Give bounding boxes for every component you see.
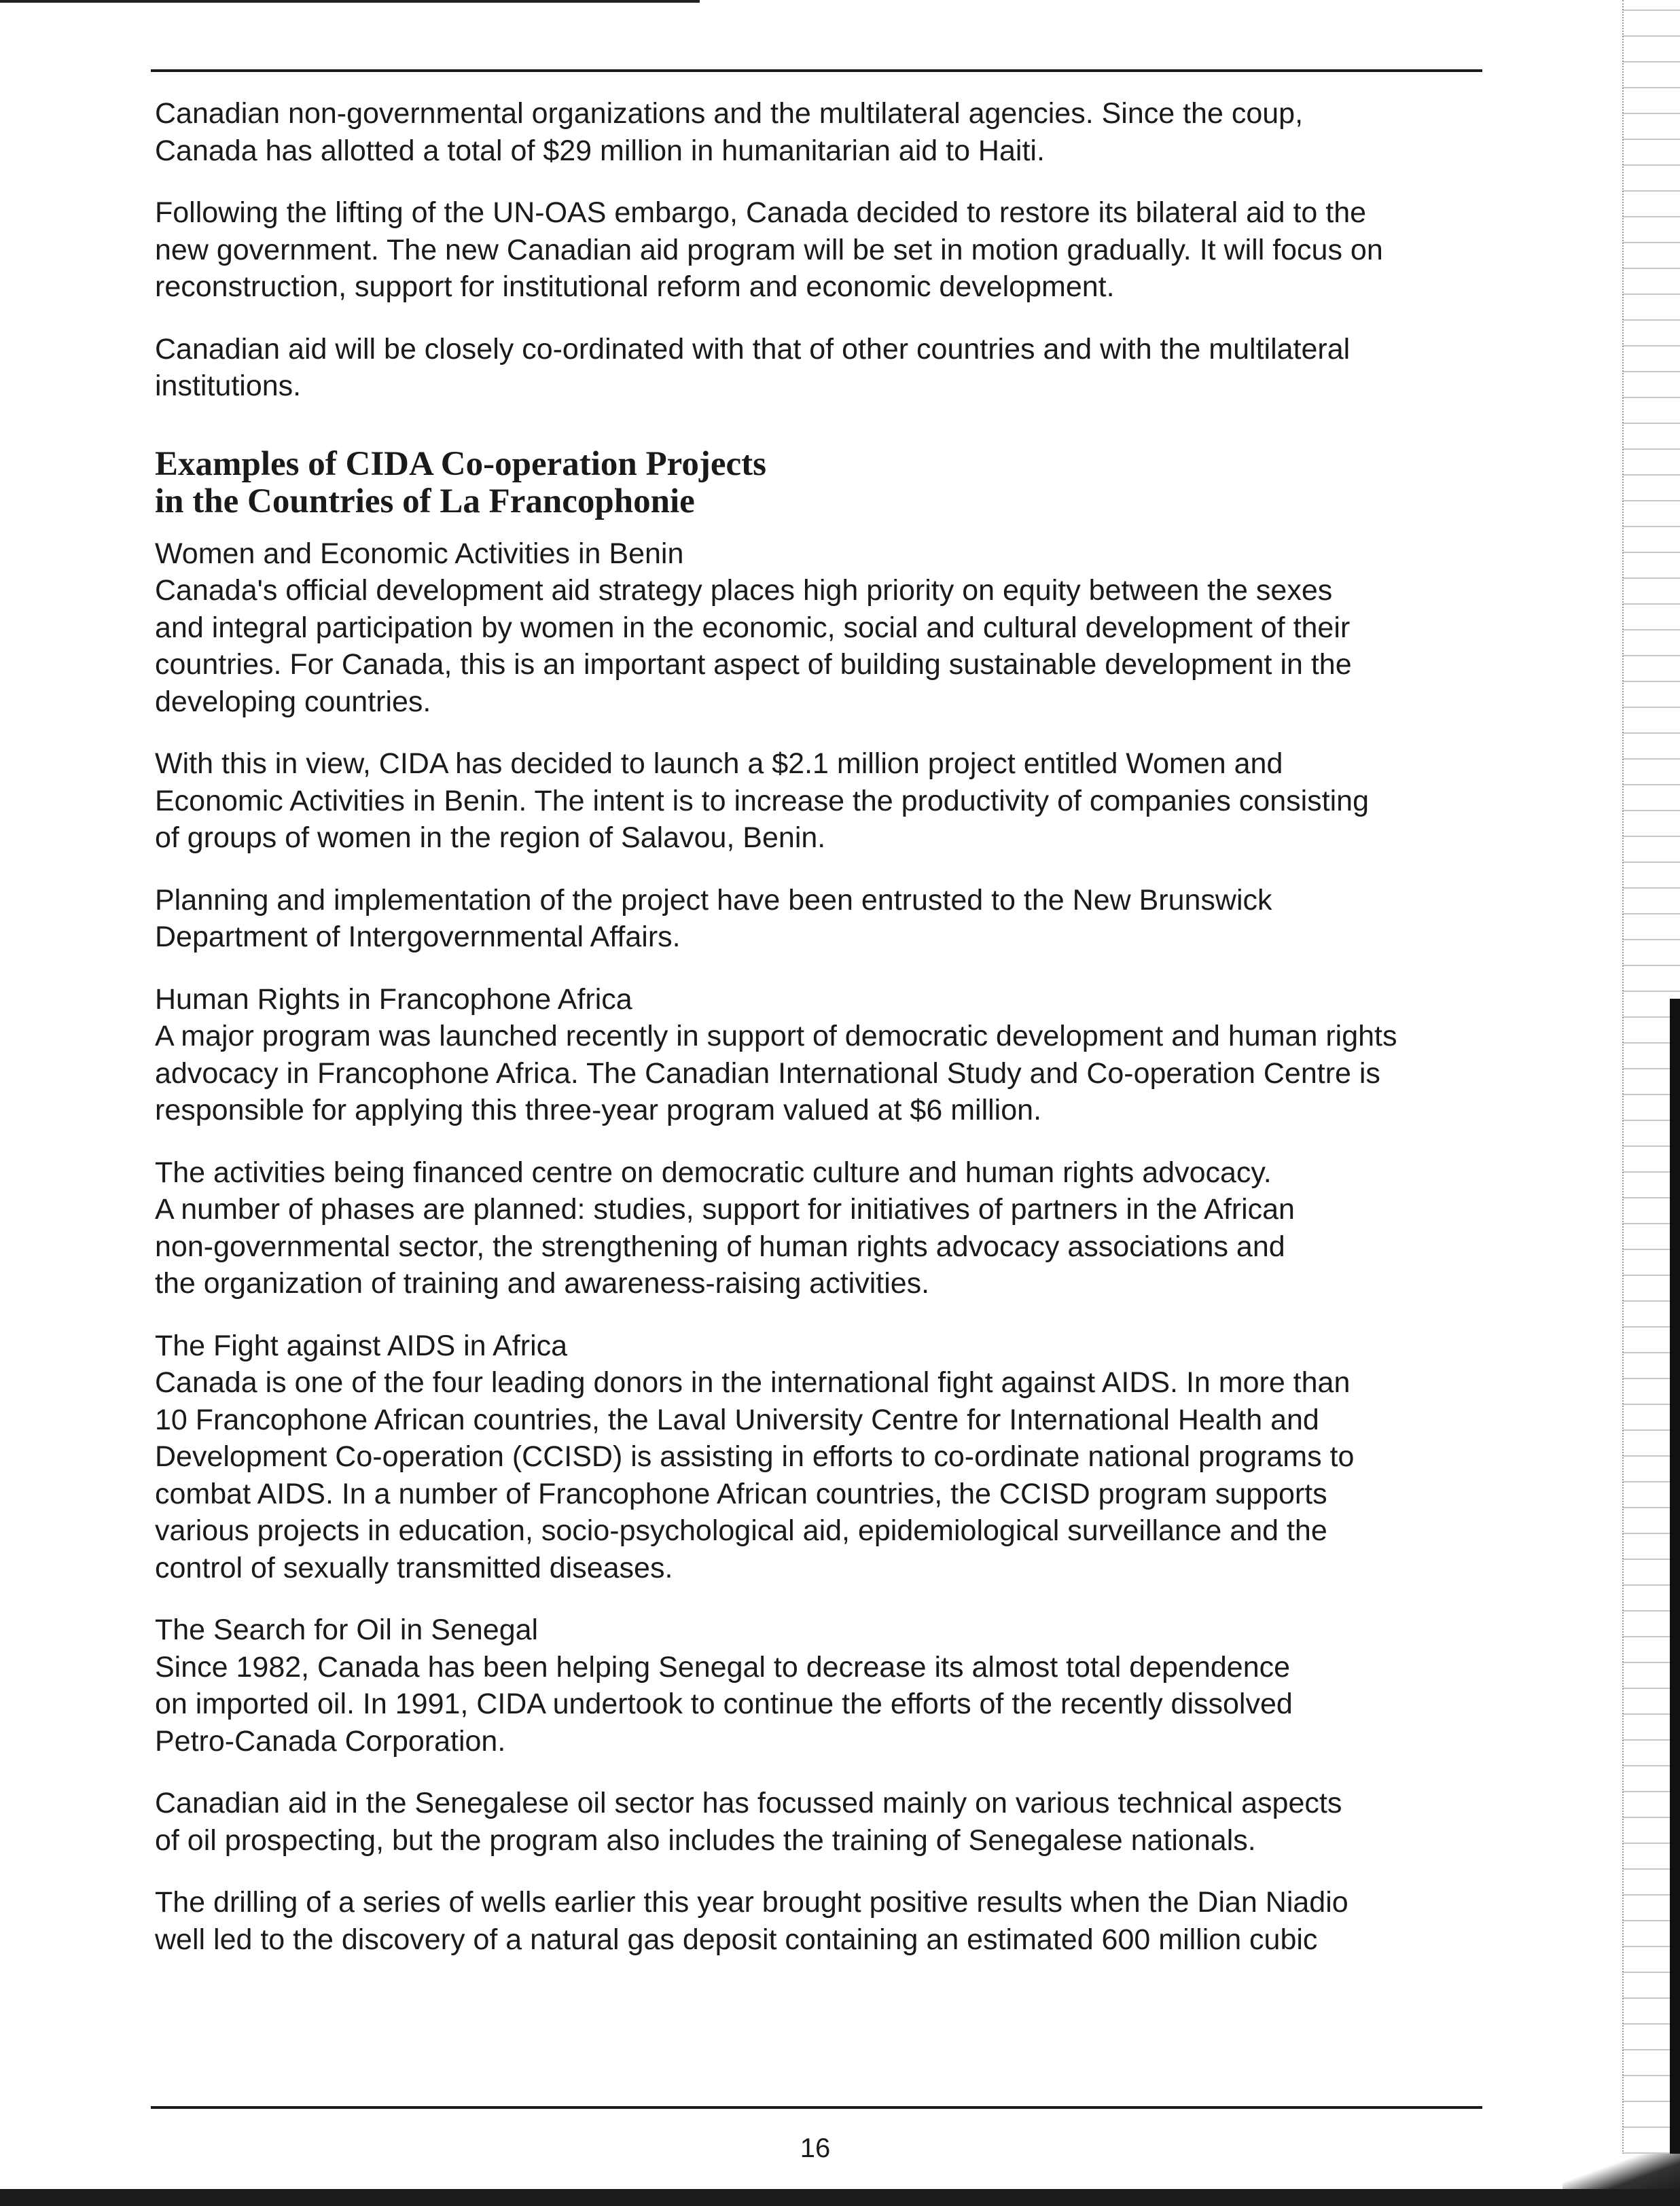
- footer-rule: [151, 2106, 1482, 2109]
- project-title: The Search for Oil in Senegal: [155, 1614, 539, 1646]
- project-title: Women and Economic Activities in Benin: [155, 537, 684, 570]
- scan-edge-bottom: [0, 2189, 1680, 2206]
- project-human-rights: [155, 981, 1486, 1302]
- scan-shadow-right: [1670, 999, 1680, 2206]
- page-number: 16: [800, 2133, 831, 2163]
- project-paragraph: Canada's official development aid strategy places high priority on equity between the sexes and integral participation by women in the economic, social and cultural development of their countries. For Canada, this is an important aspect of building sustainable development in the developing countries.: [155, 574, 1352, 718]
- section-heading: Examples of CIDA Co-operation Projects in the Countries of La Francophonie: [155, 444, 766, 520]
- header-rule: [151, 69, 1482, 72]
- project-paragraph: The activities being financed centre on democratic culture and human rights advocacy. A number of phases are planned: studies, support for initiatives of partners in the African non-governmental sector, the strengthening of human rights advocacy associations and the organization of training and awareness-raising activities.: [155, 1156, 1295, 1300]
- project-paragraph: Canada is one of the four leading donors in the international fight against AIDS. In more than 10 Francophone African countries, the Laval University Centre for International Health and Development Co-operation (CCISD) is assisting in efforts to co-ordinate national programs to combat AIDS. In a number of Francophone African countries, the CCISD program supports various projects in education, socio-psychological aid, epidemiological surveillance and the control of sexually transmitted diseases.: [155, 1366, 1355, 1584]
- intro-paragraph: Canadian aid will be closely co-ordinated with that of other countries and with the multilateral institutions.: [155, 332, 1351, 402]
- intro-paragraph: Canadian non-governmental organizations and the multilateral agencies. Since the coup, Canada has allotted a total of $29 million in humanitarian aid to Haiti.: [155, 97, 1304, 167]
- intro-paragraph: Following the lifting of the UN-OAS embargo, Canada decided to restore its bilateral aid to the new government. The new Canadian aid program will be set in motion gradually. It will focus on reconstruction, support for institutional reform and economic development.: [155, 196, 1383, 303]
- project-aids: [155, 1328, 1486, 1587]
- project-benin: [155, 535, 1486, 956]
- project-paragraph: Planning and implementation of the project have been entrusted to the New Brunswick Department of Intergovernmental Affairs.: [155, 883, 1272, 953]
- project-title: The Fight against AIDS in Africa: [155, 1329, 568, 1362]
- project-paragraph: Canadian aid in the Senegalese oil sector has focussed mainly on various technical aspects of oil prospecting, but the program also includes the training of Senegalese nationals.: [155, 1787, 1342, 1857]
- project-paragraph: A major program was launched recently in support of democratic development and human rights advocacy in Francophone Africa. The Canadian International Study and Co-operation Centre is responsible for applying this three-year program valued at $6 million.: [155, 1020, 1397, 1126]
- project-oil-senegal: [155, 1612, 1486, 1958]
- project-title: Human Rights in Francophone Africa: [155, 982, 632, 1016]
- project-paragraph: The drilling of a series of wells earlier this year brought positive results when the Dian Niadio well led to the discovery of a natural gas deposit containing an estimated 600 million cubic: [155, 1886, 1348, 1956]
- project-paragraph: Since 1982, Canada has been helping Senegal to decrease its almost total dependence on imported oil. In 1991, CIDA undertook to continue the efforts of the recently dissolved Petro-Canada Corporation.: [155, 1650, 1293, 1758]
- project-paragraph: With this in view, CIDA has decided to launch a $2.1 million project entitled Women and Economic Activities in Benin. The intent is to increase the productivity of companies consisting of groups of women in the region of Salavou, Benin.: [155, 747, 1369, 854]
- scan-edge-top: [0, 0, 700, 3]
- page-body: [155, 95, 1486, 1983]
